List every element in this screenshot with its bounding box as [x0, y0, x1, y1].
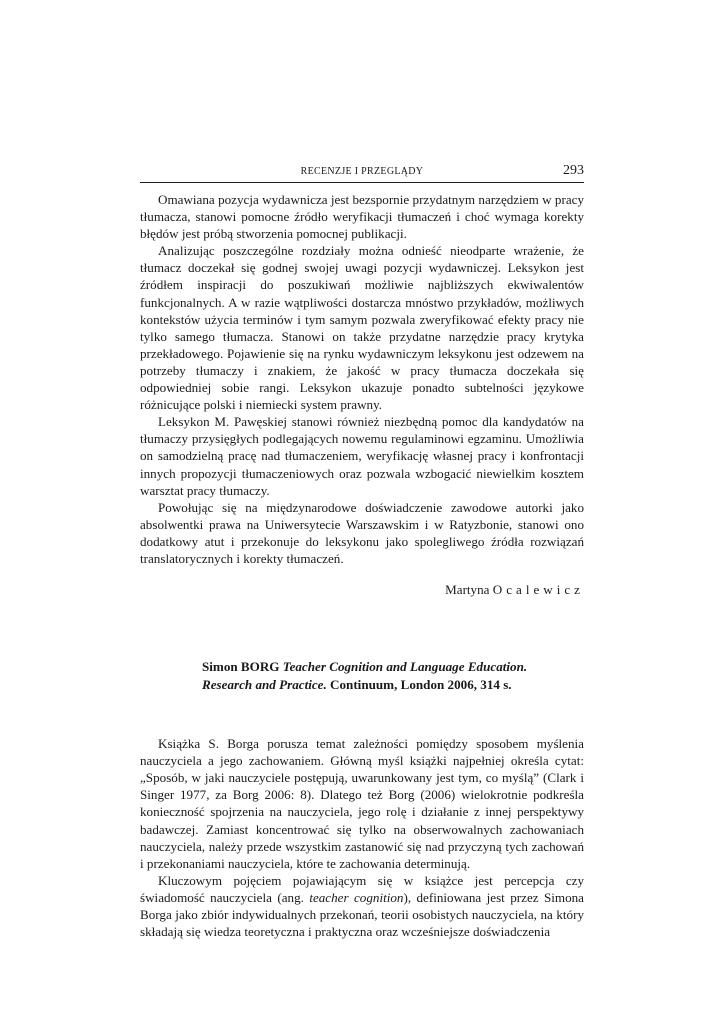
review-1-paragraph: Powołując się na międzynarodowe doświadczenie zawodowe autorki jako absolwentki prawa na Uniwersytecie Warszawskim i w Ratyzbonie, stanowi ono dodatkowy atut i przekonuje do leksykonu jako spolegliwego źródła rozwiązań translatorycznych i korekty tłumaczeń. [140, 499, 584, 566]
page-number: 293 [563, 163, 584, 178]
review-2-paragraph: Książka S. Borga porusza temat zależności pomiędzy sposobem myślenia nauczyciela a jego zachowaniem. Główną myśl książki najpełniej określa cytat: „Sposób, w jaki nauczyciele postępują, uwarunkowany jest tym, co myślą” (Clark i Singer 1977, za Borg 2006: 8). Dlatego też Borg (2006) wielokrotnie podkreśla konieczność spojrzenia na nauczyciela, jego rolę i działanie z innej perspektywy badawczej. Zamiast koncentrować się tylko na obserwowalnych zachowaniach nauczyciela, należy przede wszystkim zastanowić się nad przyczyną tych zachowań i przekonaniami nauczyciela, które te zachowania determinują. [140, 736, 584, 871]
running-title: RECENZJE I PRZEGLĄDY [300, 166, 424, 177]
para2-before: Kluczowym pojęciem pojawiającym się w książce jest percepcja czy świadomość nauczyciela (ang. [140, 872, 584, 905]
para2-term: teacher cognition [309, 889, 404, 905]
running-header [140, 164, 584, 183]
review-2-author: Simon BORG [202, 659, 280, 675]
signature-first-name: Martyna [445, 582, 490, 598]
para2-after: ), definiowana jest przez Simona Borga jako zbiór indywidualnych przekonań, teorii osobistych nauczyciela, na który składają się wiedza teoretyczna i praktyczna oraz wcześniejsze doświadczenia [140, 889, 584, 940]
review-1-body [140, 191, 584, 567]
review-2-body [140, 735, 584, 940]
review-1-paragraph: Omawiana pozycja wydawnicza jest bezspornie przydatnym narzędziem w pracy tłumacza, stanowi pomocne źródło weryfikacji tłumaczeń i choć wymaga korekty błędów jest próbą stworzenia pomocnej publikacji. [140, 192, 584, 242]
review-1-paragraph: Leksykon M. Pawęskiej stanowi również niezbędną pomoc dla kandydatów na tłumaczy przysięgłych podlegających nowemu regulaminowi egzaminu. Umożliwia on samodzielną pracę nad tłumaczeniem, weryfikację własnej pracy i konfrontacji innych propozycji tłumaczeniowych oraz pozwala wzbogacić niewielkim kosztem warsztat pracy tłumaczy. [140, 414, 584, 498]
review-2-title-line2: Research and Practice. [202, 676, 327, 692]
signature-last-name: Ocalewicz [492, 582, 584, 598]
review-2-heading [140, 658, 584, 693]
review-2-publisher: Continuum, London 2006, 314 s. [330, 676, 512, 692]
review-2-paragraph [140, 872, 584, 940]
review-1-paragraph: Analizując poszczególne rozdziały można odnieść nieodparte wrażenie, że tłumacz doczekał się godnej swojej uwagi pozycji wydawniczej. Leksykon jest źródłem inspiracji do poszukiwań możliwie najbliższych ekwiwalentów funkcjonalnych. A w razie wątpliwości dostarcza mnóstwo przykładów, możliwych kontekstów użycia terminów i tym samym pozwala zweryfikować efekty pracy nie tylko samego tłumacza. Stanowi on także przydatne narzędzie pracy krytyka przekładowego. Pojawienie się na rynku wydawniczym leksykonu jest odzewem na potrzeby tłumaczy i znakiem, że jakość w pracy tłumacza doczekała się odpowiedniej sobie rangi. Leksykon ukazuje ponadto subtelności językowe różnicujące polski i niemiecki system prawny. [140, 243, 584, 413]
review-1-signature [140, 582, 584, 598]
book-page [140, 164, 584, 940]
review-2-title-line1: Teacher Cognition and Language Education. [282, 659, 528, 675]
